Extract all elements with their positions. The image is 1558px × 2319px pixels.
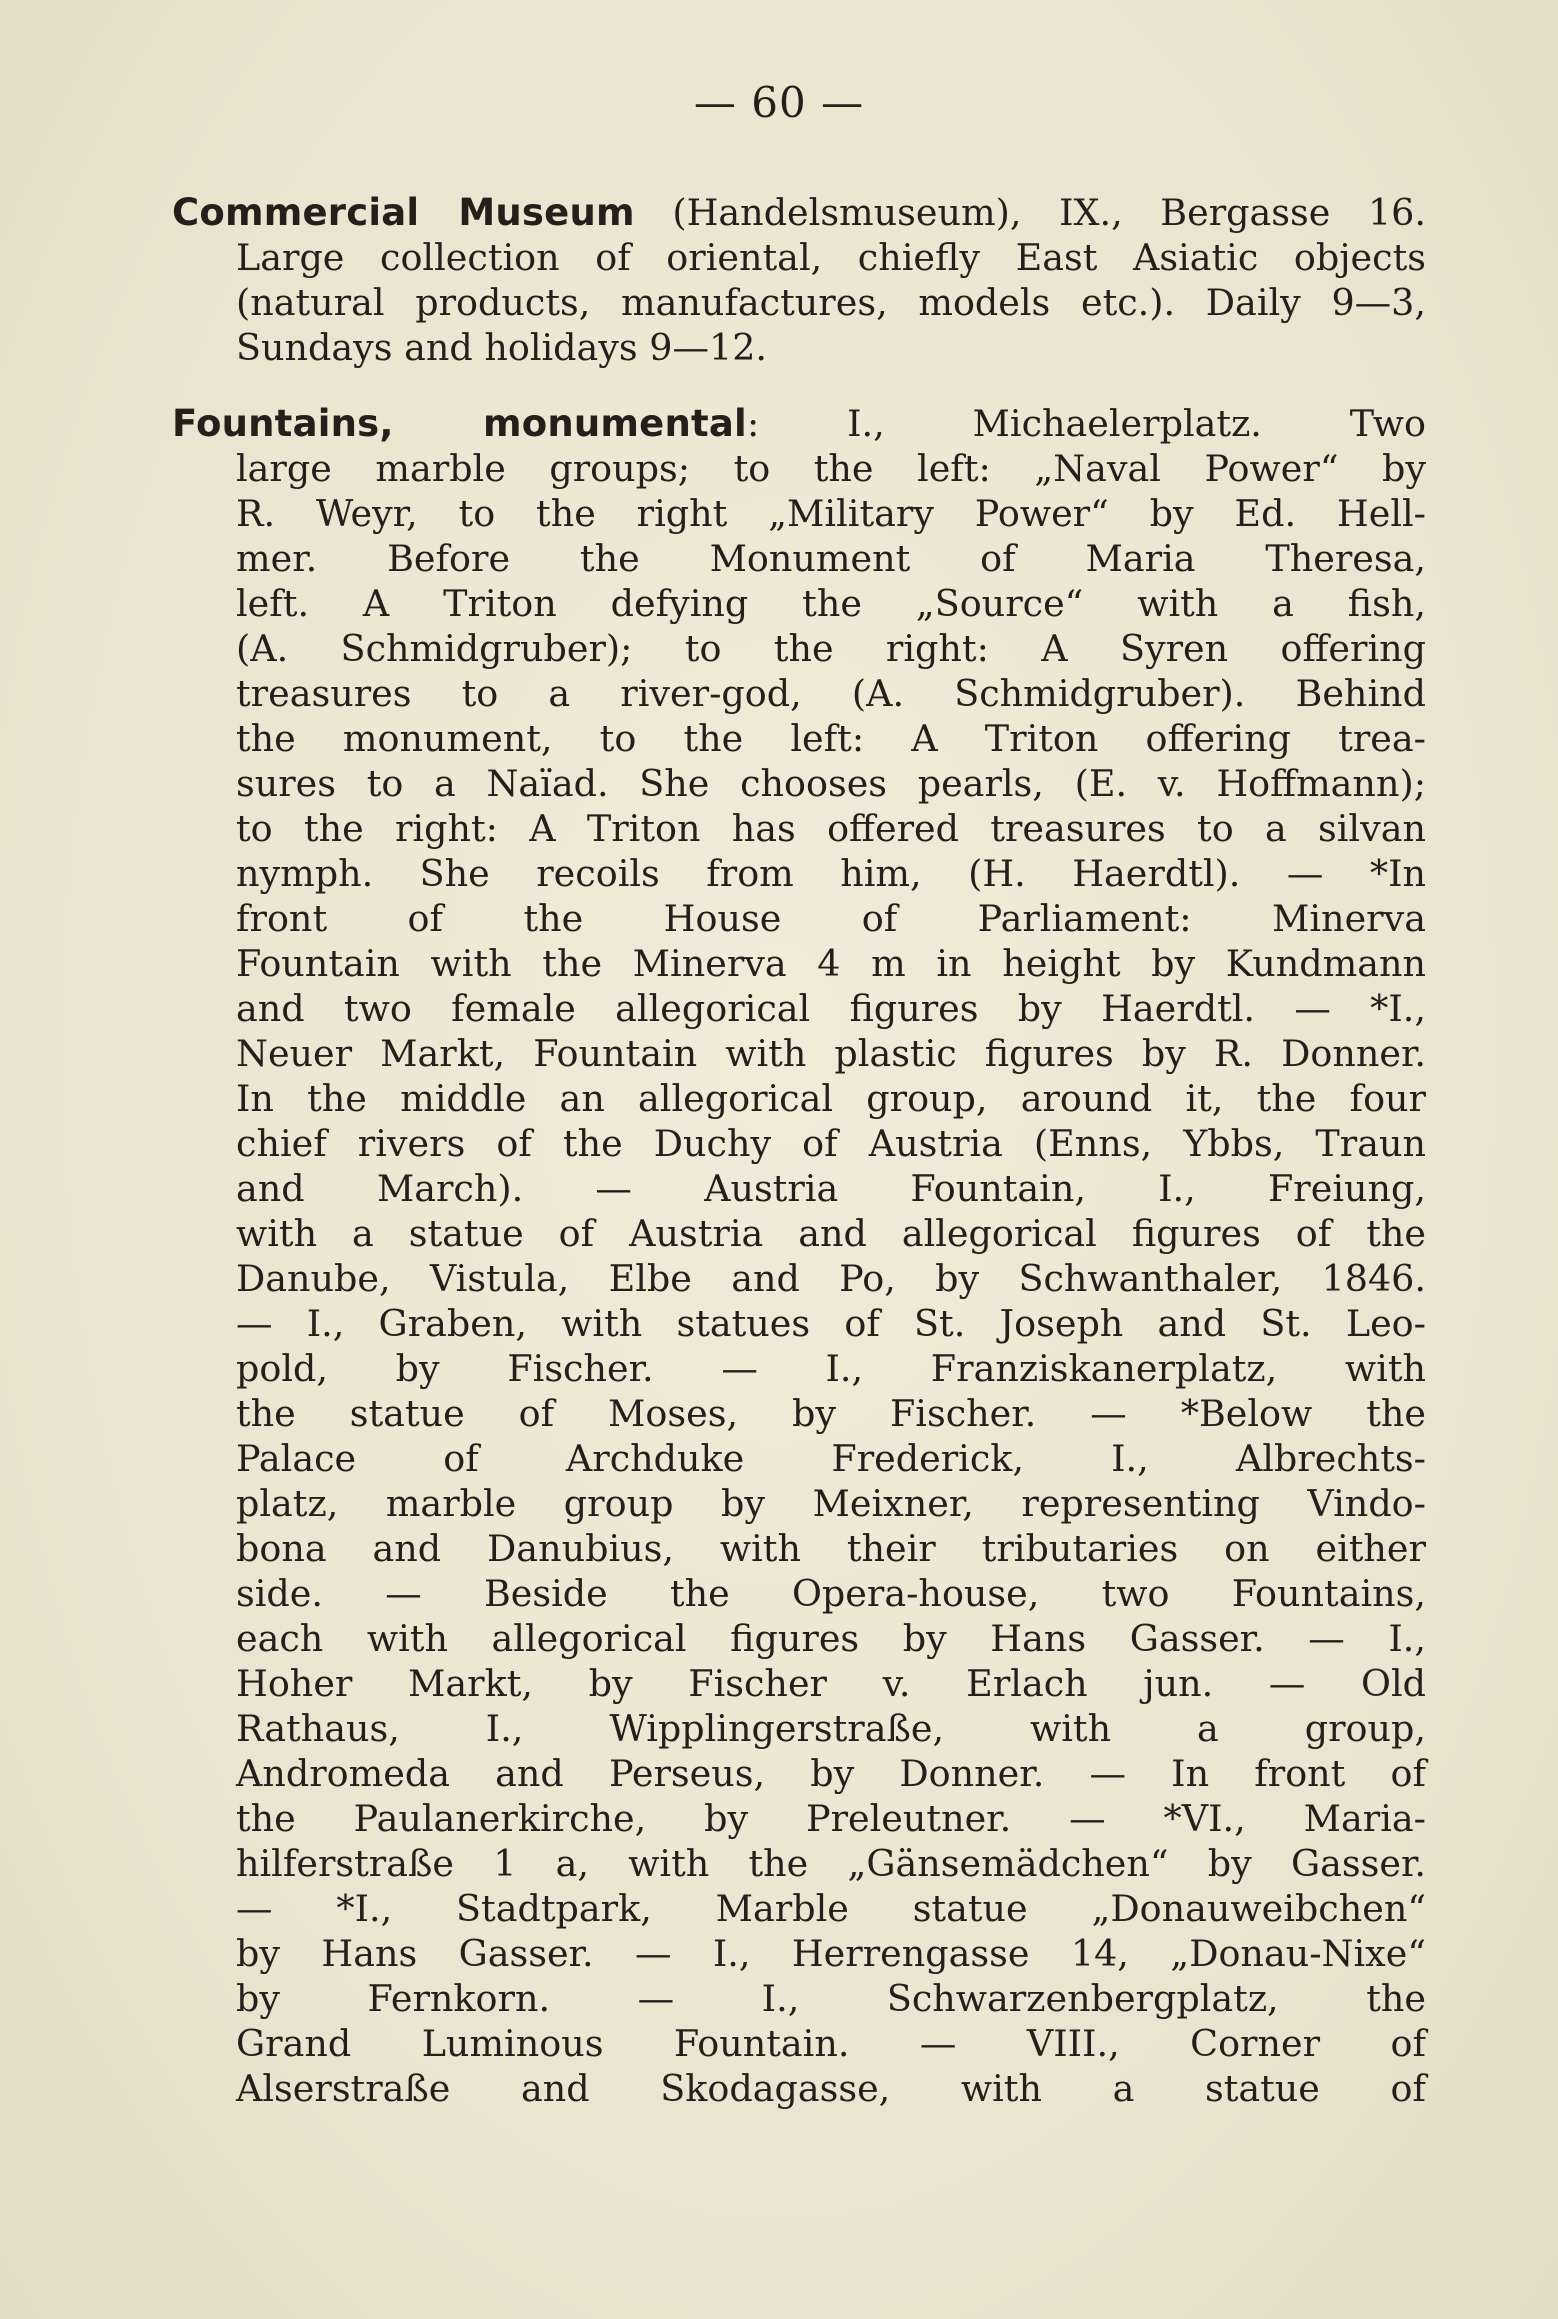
page-number: — 60 — bbox=[693, 78, 865, 127]
text-line: the statue of Moses, by Fischer. — *Below the bbox=[236, 1392, 1426, 1435]
text-line: Alserstraße and Skodagasse, with a statue of bbox=[236, 2067, 1426, 2110]
text-line: — *I., Stadtpark, Marble statue „Donauweibchen“ bbox=[236, 1887, 1426, 1930]
text-line: Neuer Markt, Fountain with plastic figures by R. Donner. bbox=[236, 1032, 1426, 1075]
text-line: (A. Schmidgruber); to the right: A Syren offering bbox=[236, 627, 1426, 670]
text-line: Fountain with the Minerva 4 m in height by Kundmann bbox=[236, 942, 1426, 985]
entry-fountains-monumental bbox=[172, 401, 1426, 2111]
text-line: each with allegorical figures by Hans Gasser. — I., bbox=[236, 1617, 1426, 1660]
text-line: nymph. She recoils from him, (H. Haerdtl). — *In bbox=[236, 852, 1426, 895]
text-line: side. — Beside the Opera-house, two Fountains, bbox=[236, 1572, 1426, 1615]
text-line: Grand Luminous Fountain. — VIII., Corner of bbox=[236, 2022, 1426, 2065]
text-line: platz, marble group by Meixner, representing Vindo- bbox=[236, 1482, 1426, 1525]
text-line: the monument, to the left: A Triton offering trea- bbox=[236, 717, 1426, 760]
text-line: In the middle an allegorical group, around it, the four bbox=[236, 1077, 1426, 1120]
text-body bbox=[172, 190, 1426, 2111]
entry-first-line bbox=[172, 401, 1426, 446]
text-line: Sundays and holidays 9—12. bbox=[236, 326, 768, 369]
text-line: by Hans Gasser. — I., Herrengasse 14, „Donau-Nixe“ bbox=[236, 1932, 1426, 1975]
text-line: Danube, Vistula, Elbe and Po, by Schwanthaler, 1846. bbox=[236, 1257, 1426, 1300]
text-line: pold, by Fischer. — I., Franziskanerplatz, with bbox=[236, 1347, 1426, 1390]
text-line: hilferstraße 1 a, with the „Gänsemädchen“ by Gasser. bbox=[236, 1842, 1426, 1885]
text-line: (natural products, manufactures, models etc.). Daily 9—3, bbox=[236, 281, 1426, 324]
text-line: treasures to a river-god, (A. Schmidgruber). Behind bbox=[236, 672, 1426, 715]
entry-heading: Fountains, monumental bbox=[172, 402, 747, 445]
text-line: by Fernkorn. — I., Schwarzenbergplatz, the bbox=[236, 1977, 1426, 2020]
text-line: left. A Triton defying the „Source“ with a fish, bbox=[236, 582, 1426, 625]
text-line: Andromeda and Perseus, by Donner. — In front of bbox=[236, 1752, 1426, 1795]
entry-first-line bbox=[172, 190, 1426, 235]
text-line: with a statue of Austria and allegorical figures of the bbox=[236, 1212, 1426, 1255]
text-line: — I., Graben, with statues of St. Joseph and St. Leo- bbox=[236, 1302, 1426, 1345]
text-line: R. Weyr, to the right „Military Power“ by Ed. Hell- bbox=[236, 492, 1426, 535]
text-line: to the right: A Triton has offered treasures to a silvan bbox=[236, 807, 1426, 850]
text-line: front of the House of Parliament: Minerva bbox=[236, 897, 1426, 940]
text-line: mer. Before the Monument of Maria Theresa, bbox=[236, 537, 1426, 580]
text-line: and March). — Austria Fountain, I., Freiung, bbox=[236, 1167, 1426, 1210]
entry-heading: Commercial Museum bbox=[172, 191, 635, 234]
text-line: large marble groups; to the left: „Naval Power“ by bbox=[236, 447, 1426, 490]
text-line: Large collection of oriental, chiefly East Asiatic objects bbox=[236, 236, 1426, 279]
text-line: chief rivers of the Duchy of Austria (Enns, Ybbs, Traun bbox=[236, 1122, 1426, 1165]
text-line: Hoher Markt, by Fischer v. Erlach jun. — Old bbox=[236, 1662, 1426, 1705]
entry-first-line-text: (Handelsmuseum), IX., Bergasse 16. bbox=[634, 191, 1426, 234]
entry-first-line-text: : I., Michaelerplatz. Two bbox=[746, 402, 1426, 445]
text-line: the Paulanerkirche, by Preleutner. — *VI., Maria- bbox=[236, 1797, 1426, 1840]
text-line: sures to a Naïad. She chooses pearls, (E. v. Hoffmann); bbox=[236, 762, 1426, 805]
text-line: Palace of Archduke Frederick, I., Albrechts- bbox=[236, 1437, 1426, 1480]
entry-commercial-museum bbox=[172, 190, 1426, 370]
text-line: Rathaus, I., Wipplingerstraße, with a group, bbox=[236, 1707, 1426, 1750]
text-line: and two female allegorical figures by Haerdtl. — *I., bbox=[236, 987, 1426, 1030]
text-line: bona and Danubius, with their tributaries on either bbox=[236, 1527, 1426, 1570]
